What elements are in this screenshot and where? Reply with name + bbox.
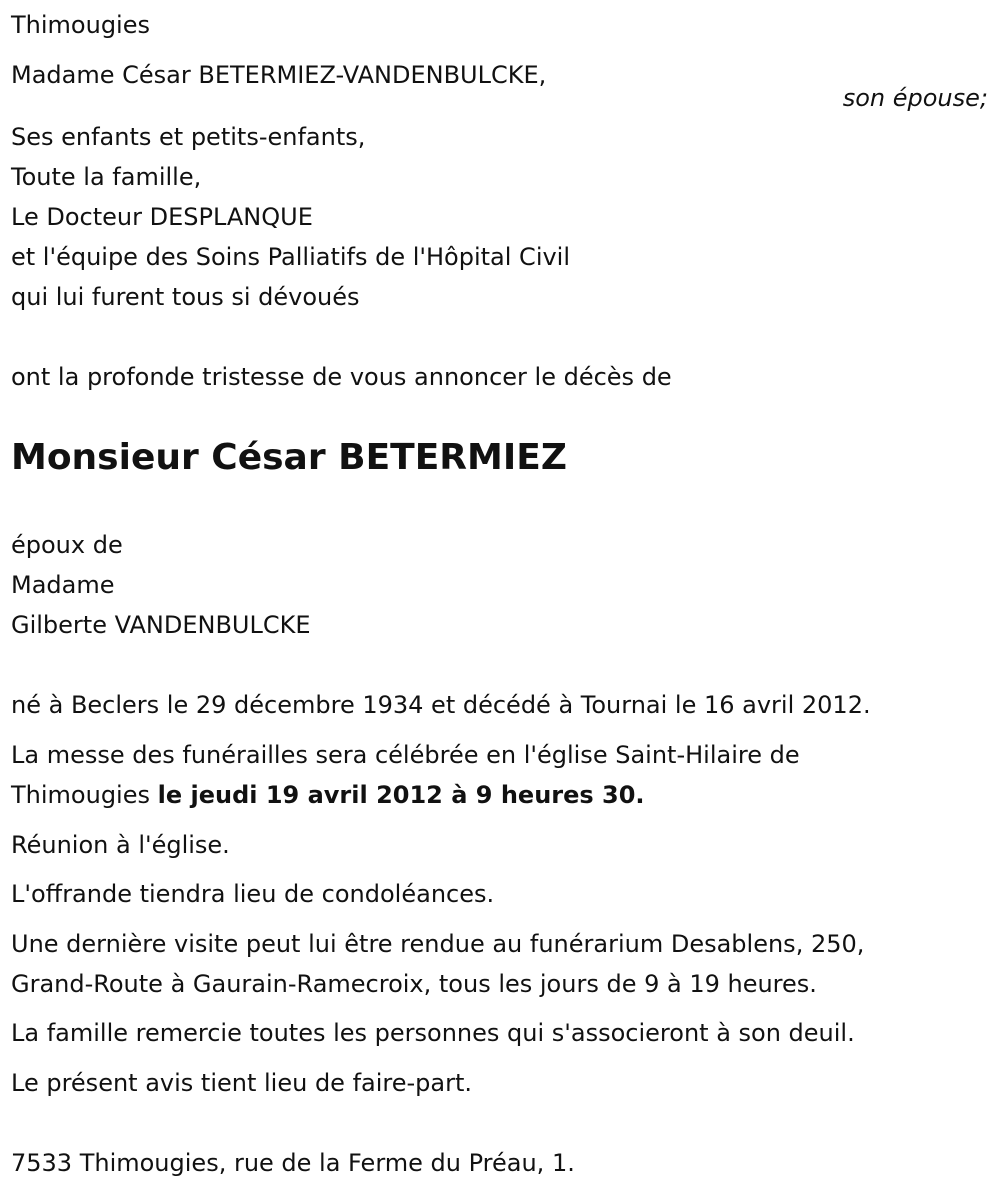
funeral-line-1: La messe des funérailles sera célébrée en l'église Saint-Hilaire de	[11, 741, 800, 769]
birth-death-line: né à Beclers le 29 décembre 1934 et décédé à Tournai le 16 avril 2012.	[11, 691, 871, 719]
faire-part-note: Le présent avis tient lieu de faire-part.	[11, 1069, 473, 1097]
deceased-name: Monsieur César BETERMIEZ	[11, 437, 567, 478]
funeral-date-time: le jeudi 19 avril 2012 à 9 heures 30.	[157, 781, 645, 809]
reunion-note: Réunion à l'église.	[11, 831, 230, 859]
offrande-note: L'offrande tiendra lieu de condoléances.	[11, 880, 495, 908]
spouse-line-2: Madame	[11, 571, 115, 599]
announcement-text: ont la profonde tristesse de vous annoncer le décès de	[11, 363, 672, 391]
widow-name: Madame César BETERMIEZ-VANDENBULCKE,	[11, 61, 547, 89]
funeral-line-2	[11, 775, 645, 815]
visit-line-1: Une dernière visite peut lui être rendue au funérarium Desablens, 250,	[11, 930, 865, 958]
family-line-4: et l'équipe des Soins Palliatifs de l'Hôpital Civil	[11, 243, 571, 271]
family-line-5: qui lui furent tous si dévoués	[11, 283, 360, 311]
place-name: Thimougies	[11, 11, 150, 39]
family-line-3: Le Docteur DESPLANQUE	[11, 203, 313, 231]
family-line-2: Toute la famille,	[11, 163, 202, 191]
widow-role: son épouse;	[842, 84, 988, 112]
thanks-note: La famille remercie toutes les personnes qui s'associeront à son deuil.	[11, 1019, 855, 1047]
spouse-line-1: époux de	[11, 531, 123, 559]
spouse-line-3: Gilberte VANDENBULCKE	[11, 611, 311, 639]
funeral-place: Thimougies	[11, 781, 158, 809]
visit-line-2: Grand-Route à Gaurain-Ramecroix, tous les jours de 9 à 19 heures.	[11, 970, 817, 998]
address-line: 7533 Thimougies, rue de la Ferme du Préau, 1.	[11, 1149, 575, 1177]
family-line-1: Ses enfants et petits-enfants,	[11, 123, 366, 151]
